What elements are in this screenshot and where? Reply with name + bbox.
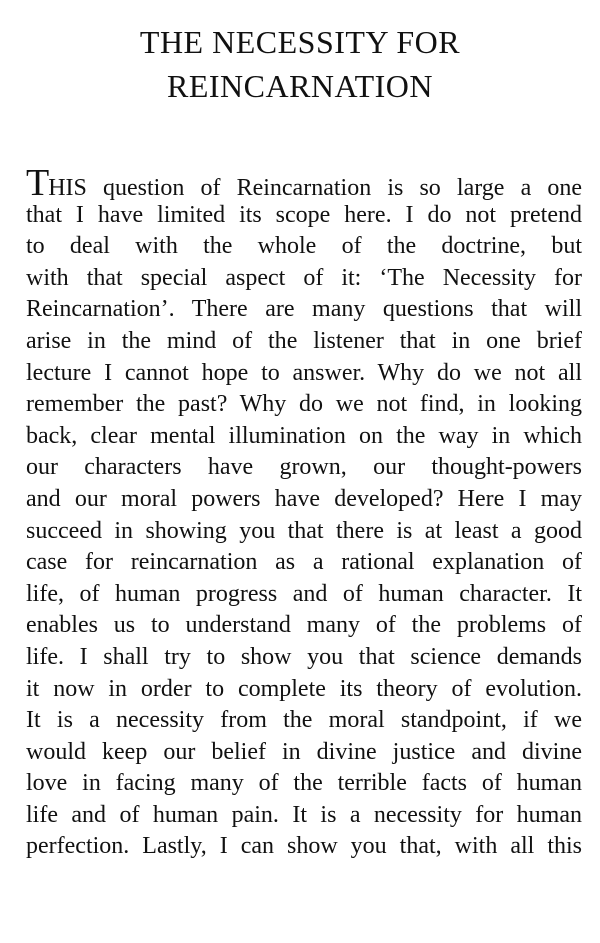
first-line-text: HIS question of Reincarnation is so large a one — [48, 175, 582, 201]
body-line: perfection. Lastly, I can show you that, with all this — [26, 833, 582, 860]
body-text — [26, 162, 582, 863]
body-line: arise in the mind of the listener that in one brief — [26, 327, 582, 354]
body-line-1 — [26, 162, 582, 204]
body-line: our characters have grown, our thought-powers — [26, 454, 582, 481]
body-line: remember the past? Why do we not find, in looking — [26, 391, 582, 418]
chapter-title-line-1: THE NECESSITY FOR — [139, 24, 461, 60]
body-line: enables us to understand many of the problems of — [26, 612, 582, 639]
body-line: it now in order to complete its theory of evolution. — [26, 675, 582, 702]
body-line: love in facing many of the terrible facts of human — [26, 770, 582, 797]
body-line: to deal with the whole of the doctrine, but — [26, 233, 582, 260]
body-line: It is a necessity from the moral standpoint, if we — [26, 707, 582, 734]
body-line: that I have limited its scope here. I do not pretend — [26, 201, 582, 228]
body-line: life, of human progress and of human character. It — [26, 580, 582, 607]
body-line: life. I shall try to show you that science demands — [26, 643, 582, 670]
body-line: would keep our belief in divine justice and divine — [26, 738, 582, 765]
body-line: back, clear mental illumination on the way in which — [26, 422, 582, 449]
body-line: case for reincarnation as a rational explanation of — [26, 549, 582, 576]
body-line: and our moral powers have developed? Here I may — [26, 485, 582, 512]
chapter-title-line-2: REINCARNATION — [166, 68, 434, 104]
body-line: lecture I cannot hope to answer. Why do we not all — [26, 359, 582, 386]
body-line: with that special aspect of it: ‘The Necessity for — [26, 264, 582, 291]
body-line: Reincarnation’. There are many questions that will — [26, 296, 582, 323]
body-line: succeed in showing you that there is at least a good — [26, 517, 582, 544]
initial-letter: T — [26, 162, 49, 204]
body-line: life and of human pain. It is a necessity for human — [26, 801, 582, 828]
